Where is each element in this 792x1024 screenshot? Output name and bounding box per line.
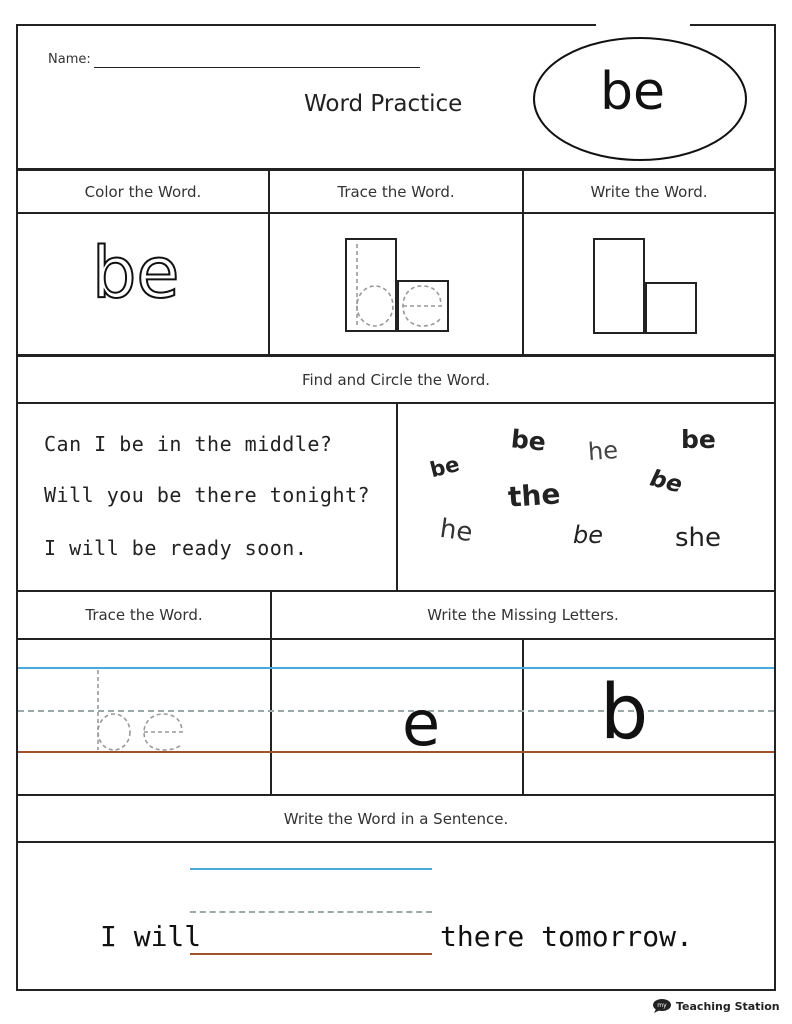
teaching-station-logo [652,998,780,1014]
sentence-1[interactable]: Can I be in the middle? [44,432,333,456]
given-letter-e: e [402,687,441,760]
scatter-word-7[interactable]: he [438,513,475,549]
word-scatter-cell[interactable] [396,402,776,592]
write-word-header [522,169,776,214]
sentence-write-cell [16,841,776,991]
trace-dashed-word[interactable] [345,238,449,332]
sentence-write-label: Write the Word in a Sentence. [283,809,509,828]
find-circle-header [16,355,776,404]
given-letter-b: b [600,667,649,756]
trace-word-header-2 [16,590,272,640]
scatter-word-5[interactable]: be [647,465,685,499]
color-word-header [16,169,270,214]
name-label: Name: [48,52,91,67]
sentence-write-header [16,794,776,843]
header-top-border-left [16,24,596,26]
page-title: Word Practice [304,91,463,117]
missing-letters-label: Write the Missing Letters. [427,606,619,624]
sentence-after-blank: there tomorrow. [440,920,693,953]
color-word-label: Color the Word. [84,182,202,201]
write-word-label: Write the Word. [590,182,708,201]
speech-bubble-icon [652,998,672,1014]
name-line[interactable] [94,67,420,68]
missing-letter-cell-2[interactable] [522,638,776,796]
sentence-3[interactable]: I will be ready soon. [44,536,308,560]
find-circle-label: Find and Circle the Word. [301,370,491,389]
brand-name: Teaching Station [676,999,780,1013]
trace-word-label: Trace the Word. [337,182,455,201]
scatter-word-6[interactable]: the [506,477,562,514]
scatter-word-3[interactable]: be [681,425,716,454]
sentence-2[interactable]: Will you be there tonight? [44,483,371,507]
blank-base-line[interactable] [190,953,432,955]
header-top-border-right [690,24,776,26]
missing-letters-header [270,590,776,640]
write-tall-box[interactable] [593,238,645,334]
scatter-word-1[interactable]: be [509,424,548,457]
scatter-word-2[interactable]: he [587,435,619,467]
scatter-word-9[interactable]: she [675,523,722,553]
trace-word-label-2: Trace the Word. [85,606,203,624]
sentence-before-blank: I will [100,920,202,953]
scatter-word-8[interactable]: be [573,521,603,549]
outline-word[interactable]: be [92,232,180,314]
target-word: be [600,62,665,122]
trace-dashed-word-2[interactable] [88,668,198,754]
trace-word-header [268,169,524,214]
blank-mid-line [190,911,432,913]
blank-top-line [190,868,432,870]
svg-text:my: my [657,1002,667,1009]
write-short-box[interactable] [645,282,697,334]
missing-letter-cell-1[interactable] [270,638,524,796]
scatter-word-4[interactable]: be [427,451,462,483]
